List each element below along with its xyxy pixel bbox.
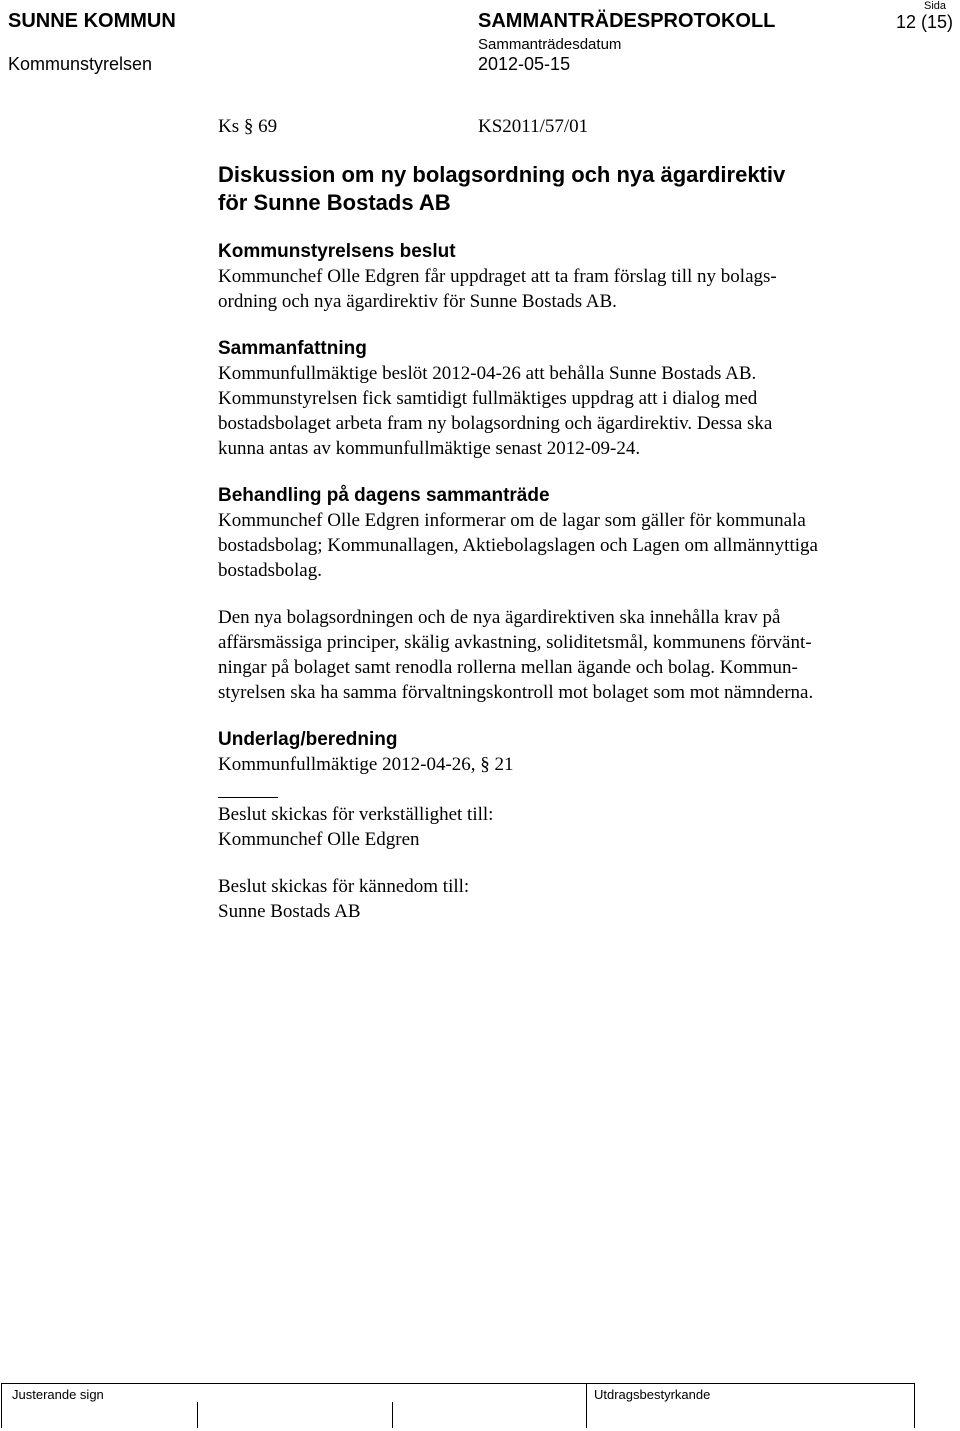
basis-text-line: Kommunfullmäktige 2012-04-26, § 21 (218, 754, 514, 775)
signature-box (1, 1383, 915, 1428)
treatment-text-line: styrelsen ska ha samma förvaltningskontroll mot bolaget som mot nämnderna. (218, 682, 814, 703)
department-name: Kommunstyrelsen (8, 54, 153, 74)
treatment-text-line: Den nya bolagsordningen och de nya ägardirektiven ska innehålla krav på (218, 607, 781, 628)
case-title (218, 161, 918, 217)
decision-text-line: ordning och nya ägardirektiv för Sunne Bostads AB. (218, 291, 617, 312)
extract-label: Utdragsbestyrkande (594, 1387, 711, 1402)
treatment-text-line: bostadsbolag. (218, 560, 322, 581)
case-number: KS2011/57/01 (478, 116, 589, 137)
separator-line (218, 783, 278, 798)
execution-label: Beslut skickas för verkställighet till: (218, 804, 494, 825)
summary-text-line: kunna antas av kommunfullmäktige senast 2012-09-24. (218, 438, 641, 459)
document-type: SAMMANTRÄDESPROTOKOLL (478, 10, 776, 32)
paragraph-number: Ks § 69 (218, 116, 278, 137)
decision-heading: Kommunstyrelsens beslut (218, 241, 456, 262)
meeting-date: 2012-05-15 (478, 54, 571, 74)
summary-text-line: Kommunfullmäktige beslöt 2012-04-26 att behålla Sunne Bostads AB. (218, 363, 757, 384)
protocol-body (218, 114, 918, 924)
page-label: Sida (924, 0, 947, 12)
notice-label: Beslut skickas för kännedom till: (218, 876, 470, 897)
case-title-line: Diskussion om ny bolagsordning och nya ägardirektiv (218, 162, 786, 187)
notice-recipient: Sunne Bostads AB (218, 901, 361, 922)
execution-recipient: Kommunchef Olle Edgren (218, 829, 420, 850)
treatment-heading: Behandling på dagens sammanträde (218, 485, 550, 506)
signature-divider (197, 1402, 198, 1428)
signature-divider (392, 1402, 393, 1428)
treatment-text-line: bostadsbolag; Kommunallagen, Aktiebolagslagen och Lagen om allmännyttiga (218, 535, 818, 556)
organization-name: SUNNE KOMMUN (8, 10, 176, 32)
case-reference (218, 114, 918, 139)
basis-heading: Underlag/beredning (218, 729, 398, 750)
summary-text-line: Kommunstyrelsen fick samtidigt fullmäktiges uppdrag att i dialog med (218, 388, 758, 409)
treatment-text-line: Kommunchef Olle Edgren informerar om de lagar som gäller för kommunala (218, 510, 806, 531)
meeting-date-label: Sammanträdesdatum (478, 36, 622, 53)
page-number: 12 (15) (896, 12, 954, 32)
signature-label: Justerande sign (12, 1387, 104, 1402)
decision-text-line: Kommunchef Olle Edgren får uppdraget att ta fram förslag till ny bolags- (218, 266, 777, 287)
extract-cell-divider (586, 1384, 587, 1428)
treatment-text-line: ningar på bolaget samt renodla rollerna mellan ägande och bolag. Kommun- (218, 657, 798, 678)
treatment-text-line: affärsmässiga principer, skälig avkastning, soliditetsmål, kommunens förvänt- (218, 632, 812, 653)
summary-heading: Sammanfattning (218, 338, 367, 359)
case-title-line: för Sunne Bostads AB (218, 190, 451, 215)
summary-text-line: bostadsbolaget arbeta fram ny bolagsordning och ägardirektiv. Dessa ska (218, 413, 773, 434)
